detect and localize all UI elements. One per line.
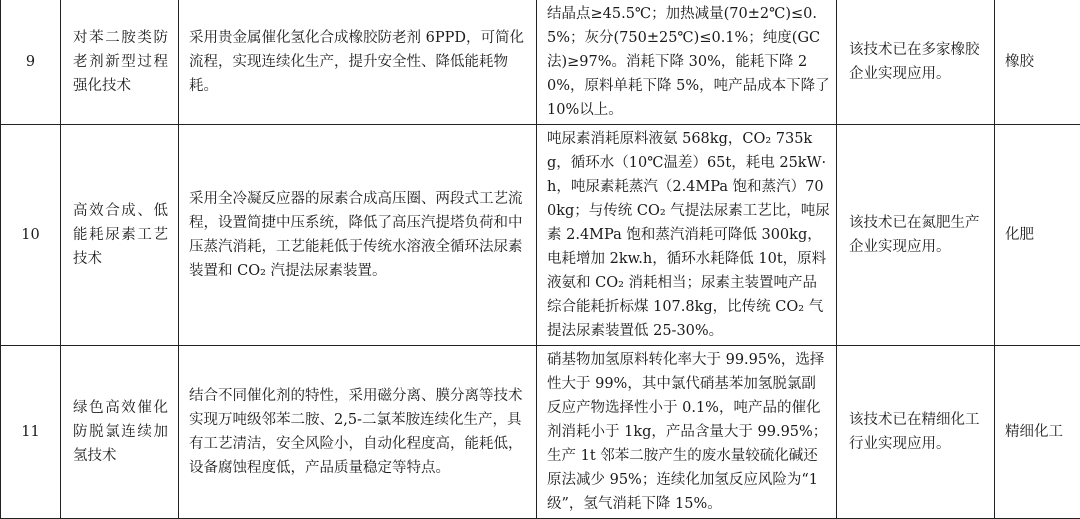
technology-name: 绿色高效催化防脱氯连续加氢技术 — [61, 346, 179, 519]
application-status: 该技术已在多家橡胶企业实现应用。 — [837, 0, 995, 125]
technology-description: 采用全冷凝反应器的尿素合成高压圈、两段式工艺流程，设置简捷中压系统，降低了高压汽提塔负荷和中压蒸汽消耗，工艺能耗低于传统水溶液全循环法尿素装置和 CO₂ 汽提法尿素装置。 — [179, 125, 537, 346]
technology-name: 高效合成、低能耗尿素工艺技术 — [61, 125, 179, 346]
technical-indicators: 结晶点≥45.5℃；加热减量(70±2℃)≤0.5%；灰分(750±25℃)≤0.1%；纯度(GC法)≥97%。消耗下降 30%，能耗下降 20%，原料单耗下降 5%，吨产品成本下降了 10%以上。 — [537, 0, 837, 125]
application-status: 该技术已在氮肥生产企业实现应用。 — [837, 125, 995, 346]
industry: 化肥 — [995, 125, 1080, 346]
application-status: 该技术已在精细化工行业实现应用。 — [837, 346, 995, 519]
technology-description: 结合不同催化剂的特性，采用磁分离、膜分离等技术实现万吨级邻苯二胺、2,5-二氯苯胺连续化生产，具有工艺清洁，安全风险小，自动化程度高，能耗低，设备腐蚀程度低，产品质量稳定等特点。 — [179, 346, 537, 519]
table-row — [1, 346, 1080, 519]
industry: 精细化工 — [995, 346, 1080, 519]
row-number: 9 — [1, 0, 61, 125]
table-row — [1, 0, 1080, 125]
table-row — [1, 125, 1080, 346]
technical-indicators: 硝基物加氢原料转化率大于 99.95%，选择性大于 99%，其中氯代硝基苯加氢脱氯副反应产物选择性小于 0.1%，吨产品的催化剂消耗小于 1kg，产品含量大于 99.95%；生产 1t 邻苯二胺产生的废水量较硫化碱还原法减少 95%；连续化加氢反应风险为“1 级”，氢气消耗下降 15%。 — [537, 346, 837, 519]
technology-name: 对苯二胺类防老剂新型过程强化技术 — [61, 0, 179, 125]
technology-description: 采用贵金属催化氢化合成橡胶防老剂 6PPD，可简化流程，实现连续化生产，提升安全性、降低能耗物耗。 — [179, 0, 537, 125]
row-number: 11 — [1, 346, 61, 519]
row-number: 10 — [1, 125, 61, 346]
technical-indicators: 吨尿素消耗原料液氨 568kg，CO₂ 735kg，循环水（10℃温差）65t，耗电 25kW·h，吨尿素耗蒸汽（2.4MPa 饱和蒸汽）700kg；与传统 CO₂ 气提法尿素工艺比，吨尿素 2.4MPa 饱和蒸汽消耗可降低 300kg，电耗增加 2kw.h，循环水耗降低 10t，原料液氨和 CO₂ 消耗相当；尿素主装置吨产品综合能耗折标煤 107.8kg，比传统 CO₂ 气提法尿素装置低 25-30%。 — [537, 125, 837, 346]
industry: 橡胶 — [995, 0, 1080, 125]
